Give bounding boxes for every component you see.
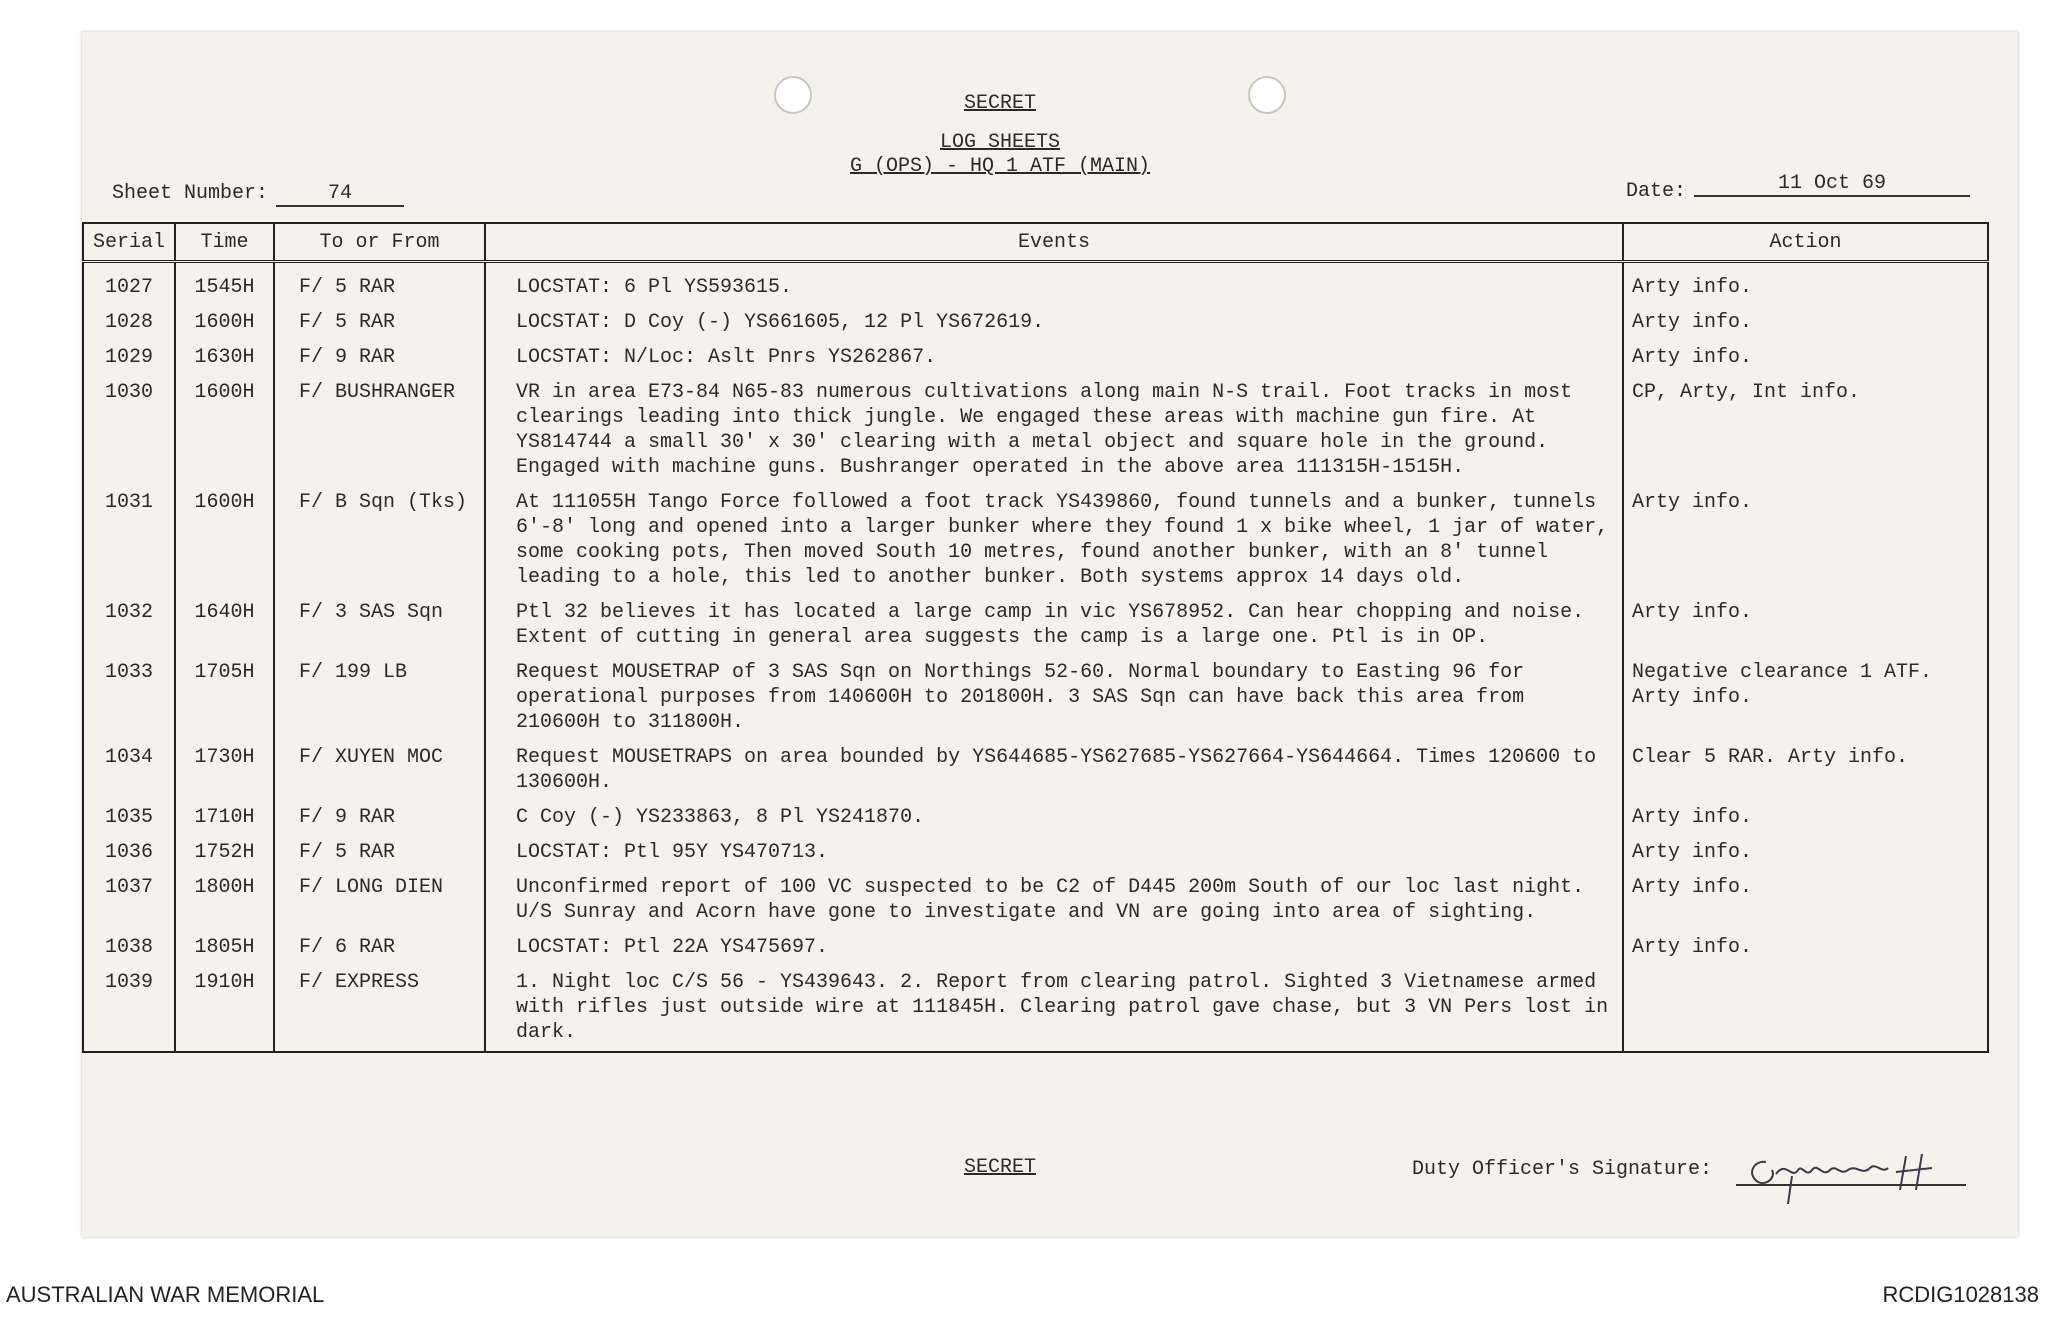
document-title: LOG SHEETS [939,131,1061,154]
log-table-body [83,262,1988,1053]
cell-serial: 1031 [83,486,175,596]
cell-from: F/ XUYEN MOC [274,741,485,801]
cell-events: Ptl 32 believes it has located a large camp in vic YS678952. Can hear chopping and noise. Extent of cutting in general area suggests the camp is a large one. Ptl is in OP. [485,596,1623,656]
cell-events: At 111055H Tango Force followed a foot track YS439860, found tunnels and a bunker, tunnels 6'-8' long and opened into a larger bunker where they found 1 x bike wheel, 1 jar of water, some cooking pots, Then moved South 10 metres, found another bunker, with an 8' tunnel leading to a hole, this led to another bunker. Both systems approx 14 days old. [485,486,1623,596]
table-row [83,341,1988,376]
table-row [83,376,1988,486]
table-row [83,931,1988,966]
date-value: 11 Oct 69 [1694,172,1970,197]
cell-time: 1910H [175,966,274,1052]
cell-action [1623,966,1988,1052]
column-header-serial: Serial [83,223,175,262]
cell-events: Request MOUSETRAPS on area bounded by YS644685-YS627685-YS627664-YS644664. Times 120600 to 130600H. [485,741,1623,801]
cell-action: Arty info. [1623,596,1988,656]
document-subtitle: G (OPS) - HQ 1 ATF (MAIN) [849,155,1151,178]
table-row [83,656,1988,741]
column-header-time: Time [175,223,274,262]
cell-time: 1545H [175,262,274,307]
cell-from: F/ B Sqn (Tks) [274,486,485,596]
table-row [83,486,1988,596]
cell-time: 1600H [175,376,274,486]
cell-serial: 1028 [83,306,175,341]
sheet-number-value: 74 [276,182,404,207]
cell-from: F/ 6 RAR [274,931,485,966]
cell-action: Arty info. [1623,931,1988,966]
cell-from: F/ LONG DIEN [274,871,485,931]
cell-time: 1730H [175,741,274,801]
cell-time: 1600H [175,486,274,596]
cell-from: F/ 5 RAR [274,306,485,341]
cell-serial: 1027 [83,262,175,307]
cell-from: F/ 199 LB [274,656,485,741]
cell-from: F/ 9 RAR [274,341,485,376]
table-row [83,801,1988,836]
table-row [83,596,1988,656]
column-header-to-or-from: To or From [274,223,485,262]
table-row [83,306,1988,341]
cell-events: LOCSTAT: 6 Pl YS593615. [485,262,1623,307]
cell-time: 1805H [175,931,274,966]
cell-serial: 1030 [83,376,175,486]
cell-from: F/ EXPRESS [274,966,485,1052]
classification-header: SECRET [963,92,1036,115]
cell-events: LOCSTAT: Ptl 22A YS475697. [485,931,1623,966]
cell-events: Unconfirmed report of 100 VC suspected to be C2 of D445 200m South of our loc last night. U/S Sunray and Acorn have gone to investigate and VN are going into area of sighting. [485,871,1623,931]
cell-from: F/ 3 SAS Sqn [274,596,485,656]
cell-events: LOCSTAT: N/Loc: Aslt Pnrs YS262867. [485,341,1623,376]
cell-from: F/ 5 RAR [274,836,485,871]
cell-events: LOCSTAT: D Coy (-) YS661605, 12 Pl YS672619. [485,306,1623,341]
cell-action: Arty info. [1623,341,1988,376]
sheet-number-field [112,182,404,207]
duty-officer-signature [1736,1140,1966,1186]
classification-footer: SECRET [963,1156,1036,1179]
cell-time: 1752H [175,836,274,871]
cell-events: C Coy (-) YS233863, 8 Pl YS241870. [485,801,1623,836]
cell-events: Request MOUSETRAP of 3 SAS Sqn on Northings 52-60. Normal boundary to Easting 96 for operational purposes from 140600H to 201800H. 3 SAS Sqn can have back this area from 210600H to 311800H. [485,656,1623,741]
archive-reference: RCDIG1028138 [1882,1282,2039,1307]
table-row [83,741,1988,801]
cell-serial: 1037 [83,871,175,931]
log-table [82,222,1989,1053]
column-header-action: Action [1623,223,1988,262]
handwritten-signature-icon [1736,1140,1966,1210]
cell-from: F/ 9 RAR [274,801,485,836]
table-row [83,836,1988,871]
cell-events: 1. Night loc C/S 56 - YS439643. 2. Report from clearing patrol. Sighted 3 Vietnamese armed with rifles just outside wire at 111845H. Clearing patrol gave chase, but 3 VN Pers lost in dark. [485,966,1623,1052]
cell-action: CP, Arty, Int info. [1623,376,1988,486]
signature-label: Duty Officer's Signature: [1412,1158,1713,1181]
cell-from: F/ 5 RAR [274,262,485,307]
cell-serial: 1038 [83,931,175,966]
cell-action: Arty info. [1623,486,1988,596]
cell-time: 1705H [175,656,274,741]
cell-action: Arty info. [1623,836,1988,871]
column-header-events: Events [485,223,1623,262]
cell-action: Clear 5 RAR. Arty info. [1623,741,1988,801]
table-row [83,871,1988,931]
cell-action: Negative clearance 1 ATF. Arty info. [1623,656,1988,741]
cell-time: 1630H [175,341,274,376]
cell-time: 1600H [175,306,274,341]
cell-time: 1710H [175,801,274,836]
cell-action: Arty info. [1623,801,1988,836]
cell-time: 1640H [175,596,274,656]
cell-events: LOCSTAT: Ptl 95Y YS470713. [485,836,1623,871]
cell-action: Arty info. [1623,871,1988,931]
sheet-number-label: Sheet Number: [112,182,269,205]
cell-serial: 1034 [83,741,175,801]
date-field [1626,172,1970,205]
archive-name: AUSTRALIAN WAR MEMORIAL [6,1282,325,1307]
cell-serial: 1032 [83,596,175,656]
cell-time: 1800H [175,871,274,931]
cell-serial: 1033 [83,656,175,741]
cell-action: Arty info. [1623,262,1988,307]
cell-serial: 1029 [83,341,175,376]
cell-serial: 1036 [83,836,175,871]
cell-action: Arty info. [1623,306,1988,341]
cell-serial: 1035 [83,801,175,836]
cell-serial: 1039 [83,966,175,1052]
date-label: Date: [1626,180,1687,203]
cell-events: VR in area E73-84 N65-83 numerous cultivations along main N-S trail. Foot tracks in most clearings leading into thick jungle. We engaged these areas with machine gun fire. At YS814744 a small 30' x 30' clearing with a metal object and square hole in the ground. Engaged with machine guns. Bushranger operated in the above area 111315H-1515H. [485,376,1623,486]
table-row [83,966,1988,1052]
archive-caption-bar [0,1272,2047,1317]
table-row [83,262,1988,307]
cell-from: F/ BUSHRANGER [274,376,485,486]
log-table-header [83,223,1988,262]
